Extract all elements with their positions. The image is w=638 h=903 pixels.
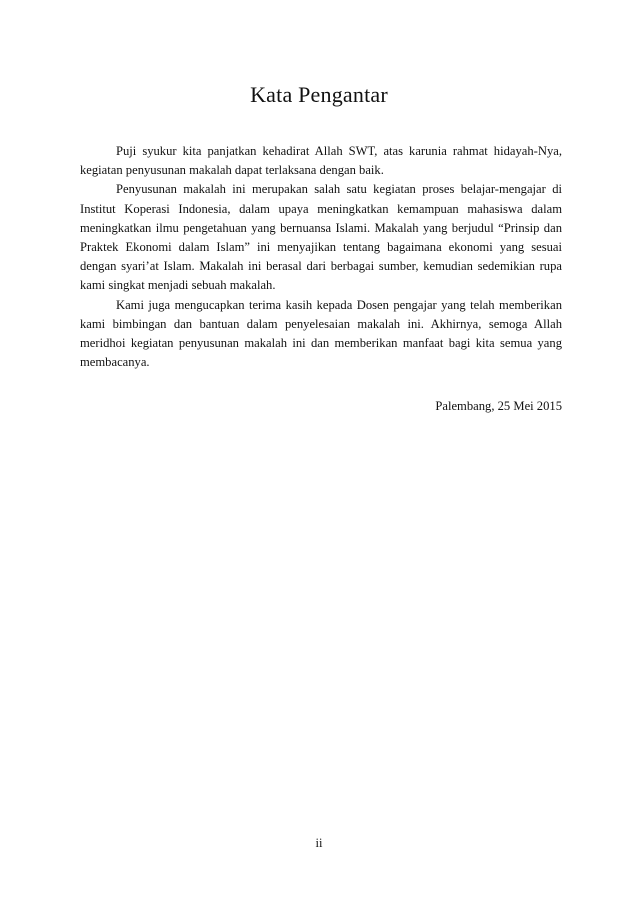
body-text xyxy=(80,142,562,372)
page-number: ii xyxy=(315,836,323,850)
place-date: Palembang, 25 Mei 2015 xyxy=(435,399,562,413)
page-title: Kata Pengantar xyxy=(250,82,388,107)
paragraph-3: Kami juga mengucapkan terima kasih kepada Dosen pengajar yang telah memberikan kami bimbingan dan bantuan dalam penyelesaian makalah ini. Akhirnya, semoga Allah meridhoi kegiatan penyusunan makalah ini dan memberikan manfaat bagi kita semua yang membacanya. xyxy=(80,297,562,370)
paragraph-2: Penyusunan makalah ini merupakan salah satu kegiatan proses belajar-mengajar di Institut Koperasi Indonesia, dalam upaya meningkatkan kemampuan mahasiswa dalam meningkatkan ilmu pengetahuan yang bernuansa Islami. Makalah yang berjudul “Prinsip dan Praktek Ekonomi dalam Islam” ini menyajikan tentang bagaimana ekonomi yang sesuai dengan syari’at Islam. Makalah ini berasal dari berbagai sumber, kemudian sedemikian rupa kami singkat menjadi sebuah makalah. xyxy=(80,182,562,293)
paragraph-1: Puji syukur kita panjatkan kehadirat Allah SWT, atas karunia rahmat hidayah-Nya, kegiatan penyusunan makalah dapat terlaksana dengan baik. xyxy=(80,144,562,178)
